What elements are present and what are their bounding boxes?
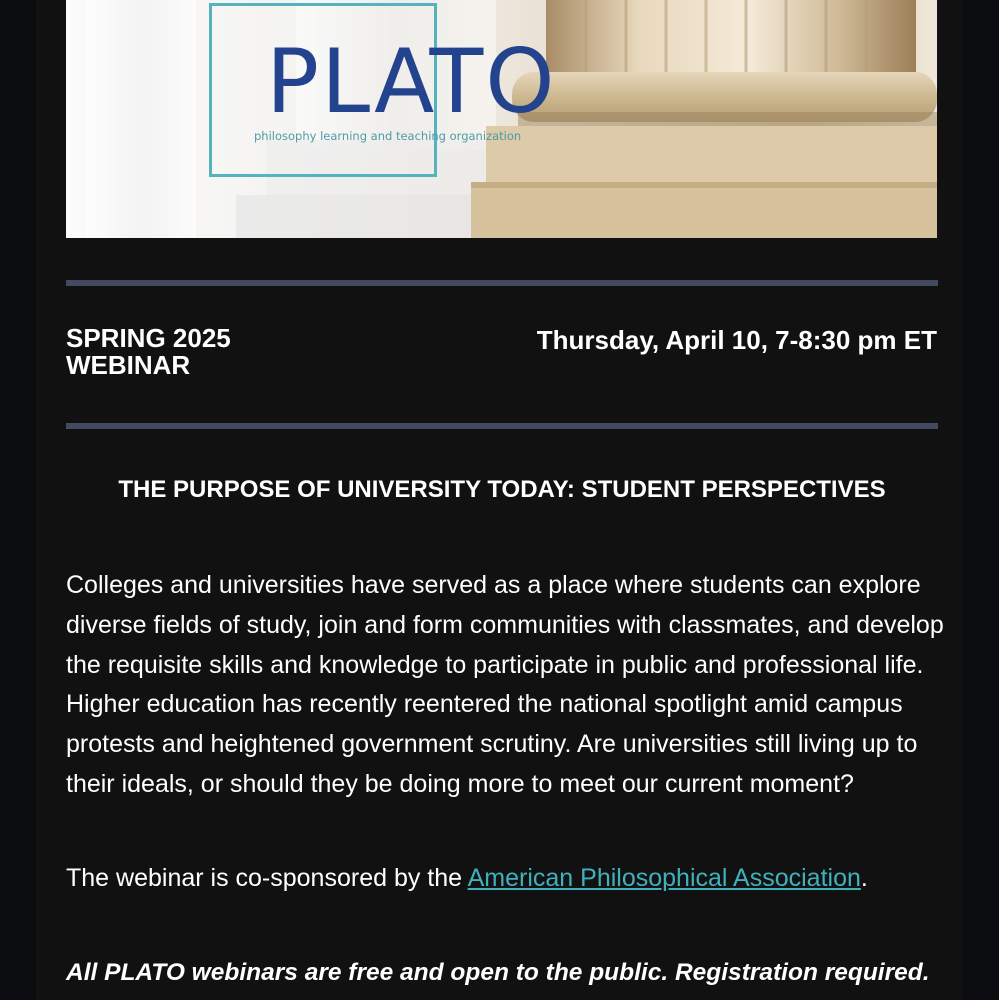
sponsor-suffix: . [860,864,868,892]
sponsor-prefix: The webinar is co-sponsored by the [66,864,468,892]
event-date-time: Thursday, April 10, 7-8:30 pm ET [536,325,937,355]
webinar-title: THE PURPOSE OF UNIVERSITY TODAY: STUDENT PERSPECTIVES [118,476,886,503]
header-banner-image [66,0,937,238]
event-type-label: WEBINAR [66,350,191,380]
event-season-label: SPRING 2025 [66,323,231,353]
webinar-description: Colleges and universities have served as a place where students can explore diverse fields of study, join and form communities with classmates, and develop the requisite skills and knowledge to participate in public and professional life. Higher education has recently reentered the national spotlight amid campus protests and heightened government scrutiny. Are universities still living up to their ideals, or should they be doing more to meet our current moment? [66,571,944,798]
logo-wordmark: PLATO [266,30,557,133]
sponsor-line [66,859,946,898]
registration-note: All PLATO webinars are free and open to the public. Registration required. [66,959,930,986]
divider-top [66,280,938,286]
divider-bottom [66,423,938,429]
event-season [66,325,326,379]
apa-link[interactable]: American Philosophical Association [467,864,861,892]
plato-logo [209,3,557,177]
logo-tagline: philosophy learning and teaching organization [254,129,522,143]
